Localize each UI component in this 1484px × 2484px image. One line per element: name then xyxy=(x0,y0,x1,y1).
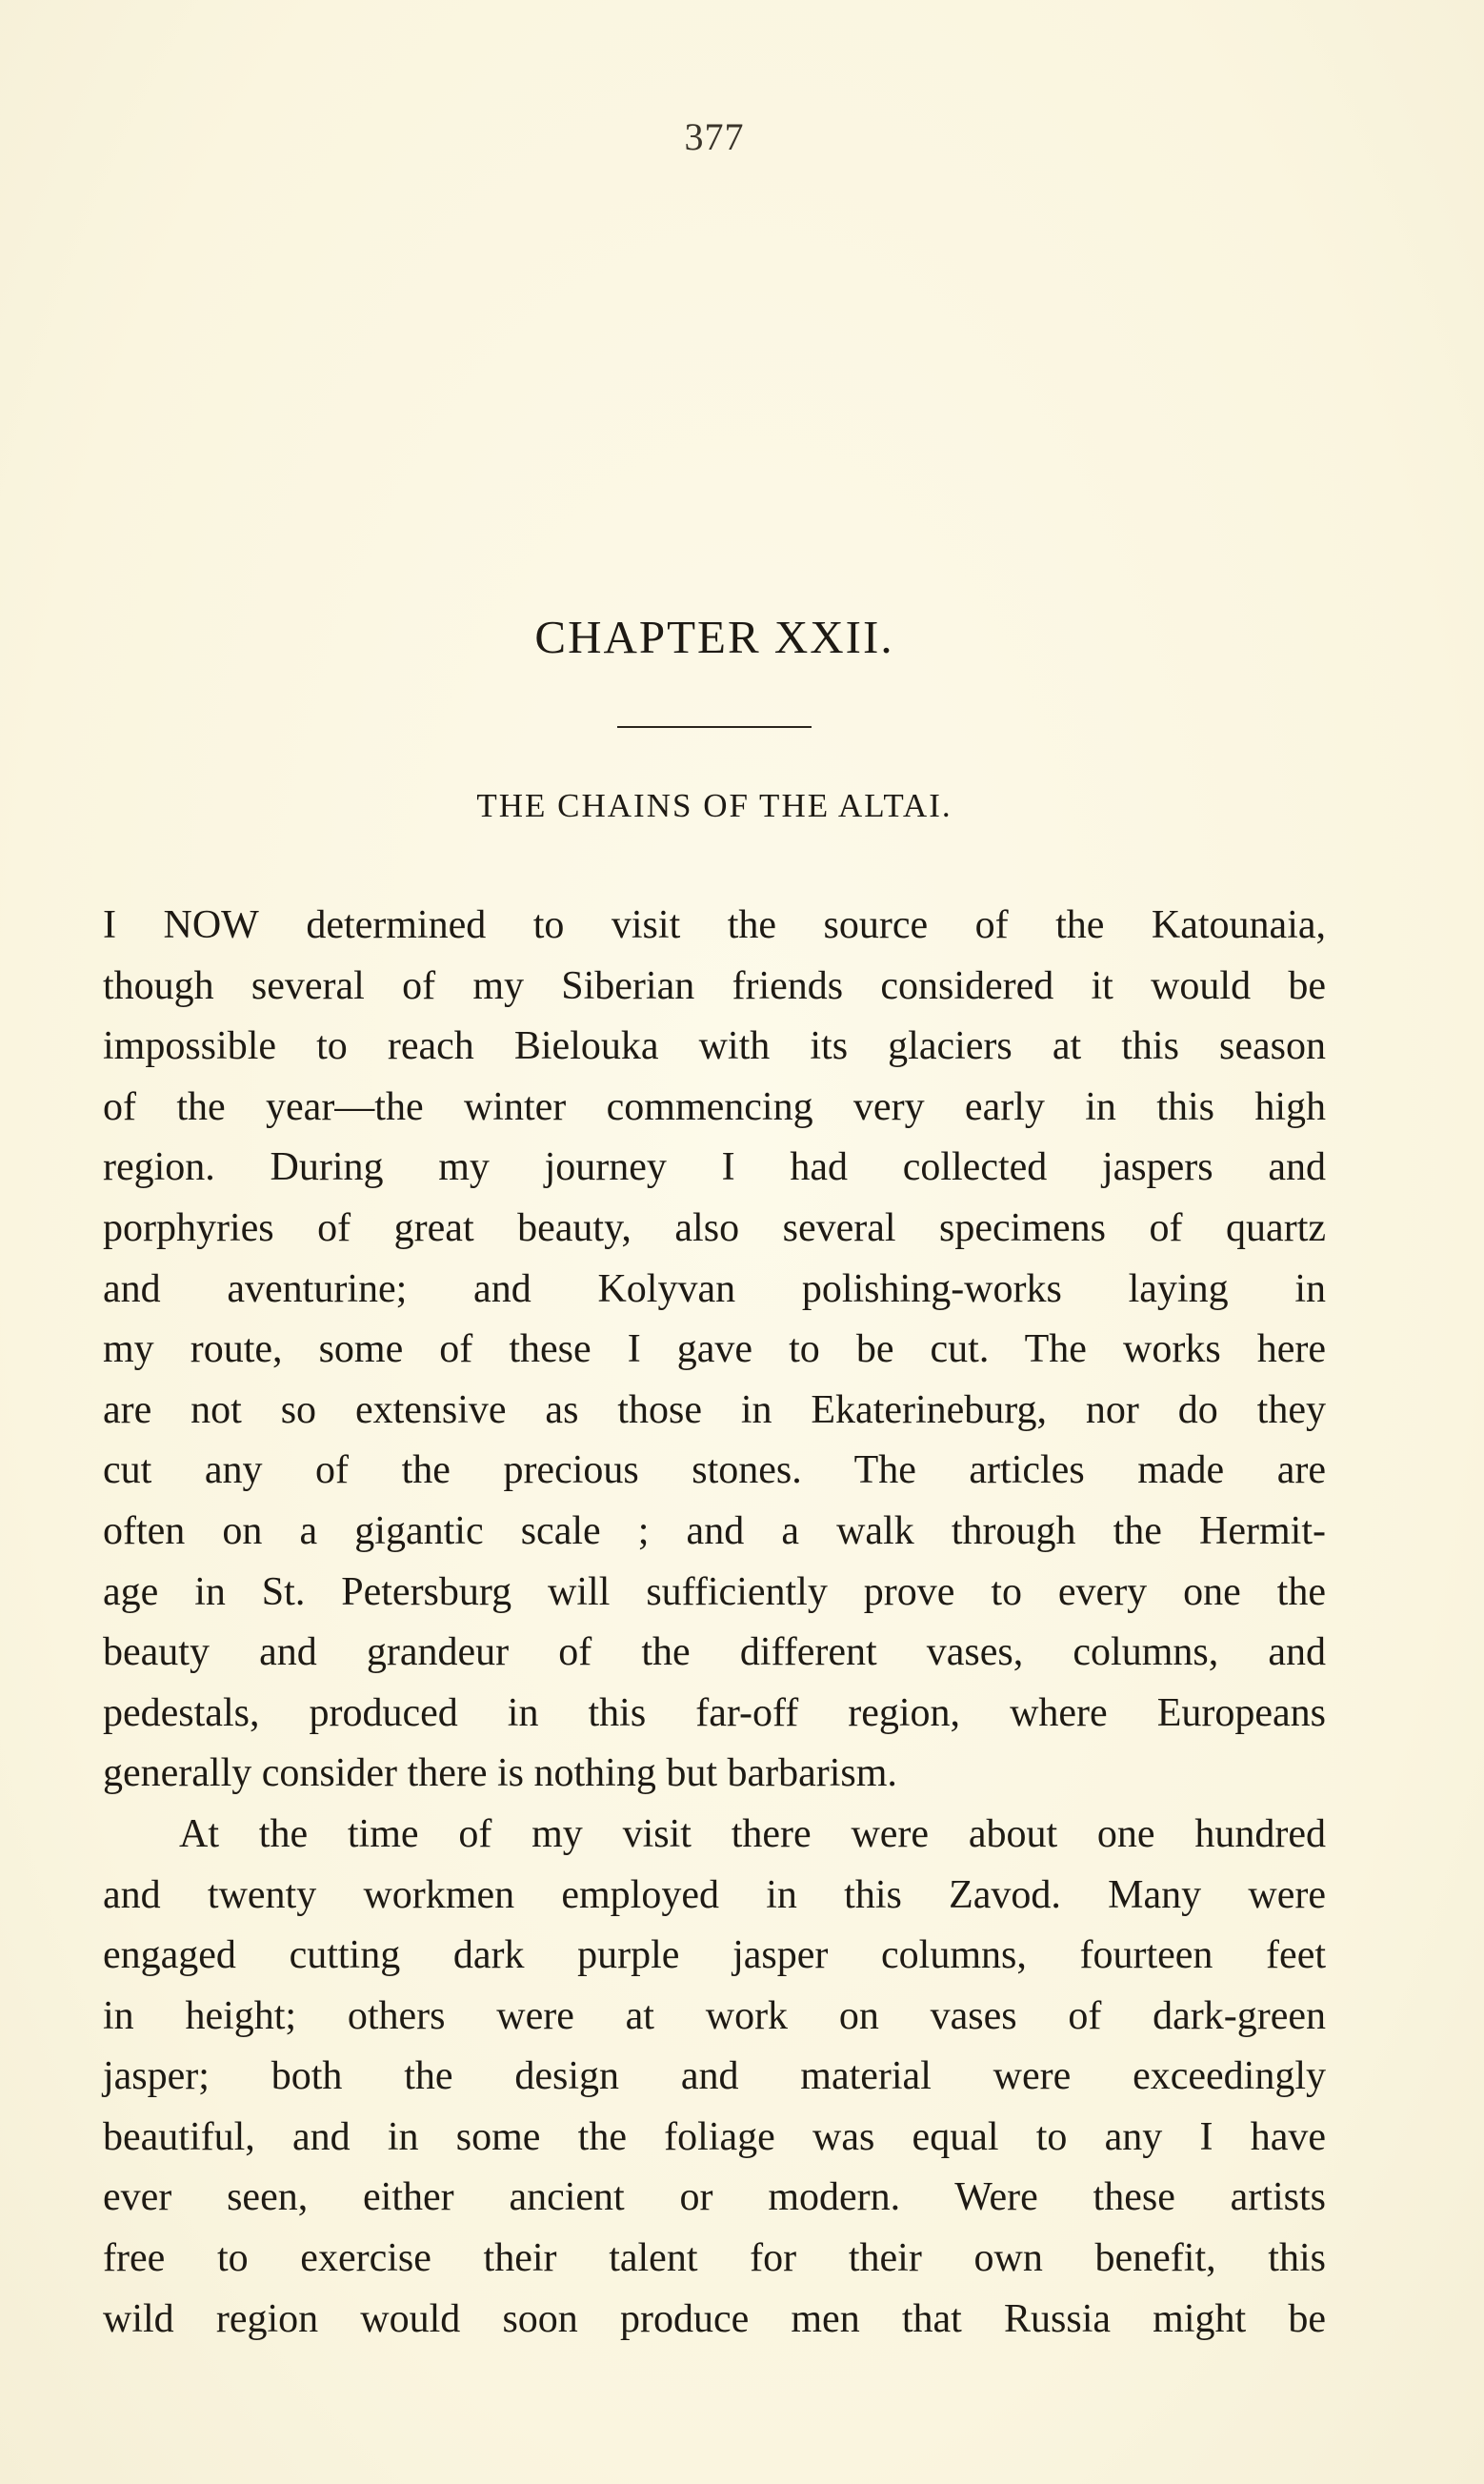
text-line: ever seen, either ancient or modern. Were these artists xyxy=(103,2175,1326,2220)
text-line: though several of my Siberian friends considered it would be xyxy=(103,963,1326,1008)
text-line: in height; others were at work on vases of dark-green xyxy=(103,1993,1326,2038)
text-line xyxy=(103,896,1326,957)
text-line: are not so extensive as those in Ekaterineburg, nor do they xyxy=(103,1387,1326,1432)
chapter-title: CHAPTER XXII. xyxy=(534,611,894,663)
text-line: and twenty workmen employed in this Zavod. Many were xyxy=(103,1872,1326,1917)
text-line: beauty and grandeur of the different vases, columns, and xyxy=(103,1630,1326,1675)
text-line: age in St. Petersburg will sufficiently prove to every one the xyxy=(103,1569,1326,1614)
text-line: porphyries of great beauty, also several specimens of quartz xyxy=(103,1205,1326,1250)
text-line: beautiful, and in some the foliage was equal to any I have xyxy=(103,2114,1326,2159)
opening-smallcaps: NOW xyxy=(163,903,259,947)
text-line: engaged cutting dark purple jasper columns, fourteen feet xyxy=(103,1933,1326,1978)
text-line: At the time of my visit there were about one hundred xyxy=(179,1811,1326,1856)
text-line: free to exercise their talent for their own benefit, this xyxy=(103,2236,1326,2281)
line-text: determined to visit the source of the Katounaia, xyxy=(306,903,1327,947)
text-line: and aventurine; and Kolyvan polishing-works laying in xyxy=(103,1266,1326,1311)
text-line: generally consider there is nothing but barbarism. xyxy=(103,1751,897,1796)
text-line: often on a gigantic scale ; and a walk through the Hermit- xyxy=(103,1508,1326,1553)
page-number: 377 xyxy=(684,115,745,158)
body-text xyxy=(103,896,1326,2350)
text-line: jasper; both the design and material were exceedingly xyxy=(103,2054,1326,2099)
text-line: of the year—the winter commencing very early in this high xyxy=(103,1084,1326,1129)
opening-word: I xyxy=(103,903,116,947)
text-line: impossible to reach Bielouka with its glaciers at this season xyxy=(103,1024,1326,1069)
text-line: region. During my journey I had collected jaspers and xyxy=(103,1145,1326,1190)
text-line: pedestals, produced in this far-off region, where Europeans xyxy=(103,1690,1326,1735)
text-line: cut any of the precious stones. The articles made are xyxy=(103,1448,1326,1493)
chapter-divider xyxy=(617,726,812,728)
chapter-subtitle: THE CHAINS OF THE ALTAI. xyxy=(476,787,953,824)
text-line: my route, some of these I gave to be cut. The works here xyxy=(103,1327,1326,1372)
text-line: wild region would soon produce men that Russia might be xyxy=(103,2296,1326,2341)
